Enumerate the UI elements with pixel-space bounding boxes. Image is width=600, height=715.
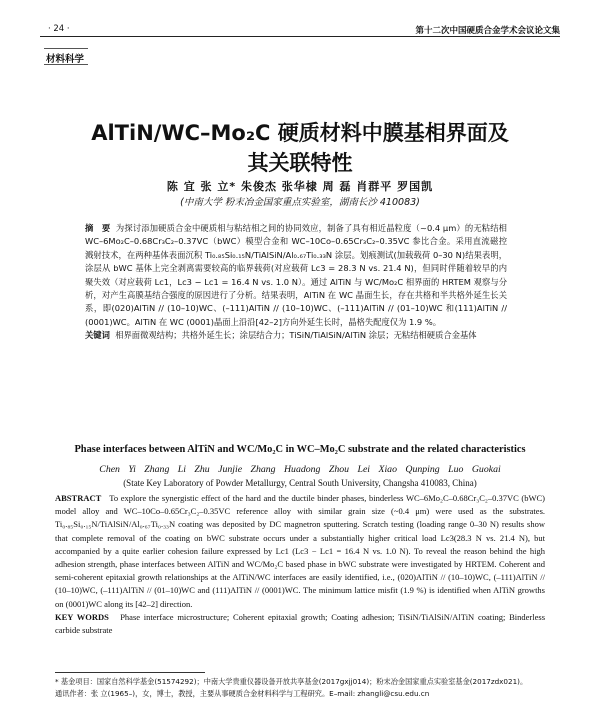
journal-title: 第十二次中国硬质合金学术会议论文集 [415, 26, 560, 36]
page-number: · 24 · [48, 24, 70, 34]
section-label: 材料科学 [46, 54, 85, 65]
section-rule-bottom [44, 64, 88, 65]
abstract-text-en: To explore the synergistic effect of the hard and the ductile binder phases, binderless WC–6Mo₂C–0.68Cr₃C₂–0.37VC (bWC) model alloy and WC–10Co–0.65Cr₃C₂–0.35VC reference alloy with similar grain size (~0.4 μm) were used as the substrates. Ti₀.₈₅Si₀.₁₅N/TiAlSiN/Al₀.₆₇Ti₀.₃₃N coating was deposited by DC magnetron sputtering. Scratch testing (loading range 0–30 N) results show that complete removal of the coating on bWC substrate occurs under a substantially higher critical load Lc3(28.3 N vs. 21.4 N), but accompanied by a quite earlier cohesion failure expressed by Lc1 (Lc3 − Lc1 = 16.4 N vs. 1.0 N). To reveal the reason behind the high adhesion strength, phase interfaces between AlTiN and WC/Mo₂C based phase in bWC substrate were investigated by HRTEM. Coherent and semi-coherent epitaxial growth relationships at the AlTiN/WC interfaces are easily identified, i.e., (020)AlTiN // (10–10)WC, (–111)AlTiN // (10–10)WC, (–111)AlTiN // (01–10)WC and (111)AlTiN // (0001)WC. The minimum lattice misfit (1.9 %) is identified when AlTiN growths on (0001)WC along its [42–2] direction. [55, 493, 546, 609]
title-english: Phase interfaces between AlTiN and WC/Mo₂C in WC–Mo₂C substrate and the related characteristics [74, 444, 526, 455]
abstract-label-cn: 摘 要 [85, 223, 111, 233]
title-chinese [0, 118, 600, 178]
keywords-text-cn: 相界面微观结构；共格外延生长；涂层结合力；TiSiN/TiAlSiN/AlTiN 涂层；无粘结相硬质合金基体 [115, 330, 477, 341]
footnote-author: 通讯作者：张 立(1965–)，女，博士，教授，主要从事硬质合金材料科学与工程研究。E–mail: zhangli@csu.edu.cn [55, 689, 430, 698]
footnote [55, 676, 555, 700]
running-header [40, 22, 560, 36]
section-label-box [42, 42, 88, 72]
footnote-rule [55, 672, 205, 673]
keywords-label-en: KEY WORDS [55, 611, 109, 622]
abstract-english [55, 492, 545, 637]
authors-english: Chen Yi Zhang Li Zhu Junjie Zhang Huadong Zhou Lei Xiao Qunping Luo Guokai [99, 464, 501, 475]
abstract-text-cn: 为探讨添加硬质合金中硬质相与粘结相之间的协同效应，制备了具有相近晶粒度（~0.4 μm）的无粘结相 WC–6Mo₂C–0.68Cr₃C₂–0.37VC（bWC）模型合金和 WC–10Co–0.65Cr₃C₂–0.35VC 参比合金。采用直流磁控溅射技术，在两种基体表面沉积 Ti₀.₈₅Si₀.₁₅N/TiAlSiN/Al₀.₆₇Ti₀.₃₃N 涂层。划痕测试(加载载荷 0–30 N)结果表明，涂层从 bWC 基体上完全剥离需要较高的临界载荷(对应载荷 Lc3 = 28.3 N vs. 21.4 N)，但同时伴随着较早的内聚失效（对应载荷 Lc1，Lc3 − Lc1 = 16.4 N vs. 1.0 N）。通过 AlTiN 与 WC/Mo₂C 相界面的 HRTEM 观察与分析，对产生高膜基结合强度的原因进行了分析。结果表明，AlTiN 在 WC 晶面生长，存在共格和半共格外延生长关系，即(020)AlTiN // (10–10)WC、(–111)AlTiN // (10–10)WC、(–111)AlTiN // (01–10)WC 和(111)AlTiN // (0001)WC。AlTiN 在 WC (0001)晶面上沿沿[42–2]方向外延生长时，晶格失配度仅为 1.9 %。 [85, 223, 507, 327]
header-rule [40, 36, 560, 37]
title-chinese-line2: 其关联特性 [247, 151, 353, 175]
section-rule-top [44, 48, 88, 49]
authors-chinese: 陈 宜 张 立* 朱俊杰 张华棣 周 磊 肖群平 罗国凯 [166, 180, 434, 193]
affiliation-english: (State Key Laboratory of Powder Metallurgy, Central South University, Changsha 410083, China) [123, 478, 477, 488]
abstract-label-en: ABSTRACT [55, 493, 102, 503]
keywords-text-en: Phase interface microstructure; Coherent epitaxial growth; Coating adhesion; TiSiN/TiAlSiN/AlTiN coating; Binderless carbide substrate [55, 611, 546, 636]
footnote-funding: * 基金项目：国家自然科学基金(51574292)；中南大学贵重仪器设备开放共享基金(2017gxjj014)；粉末冶金国家重点实验室基金(2017zdx021)。 [55, 677, 528, 686]
title-chinese-line1: AlTiN/WC–Mo₂C 硬质材料中膜基相界面及 [91, 121, 509, 145]
keywords-label-cn: 关键词 [85, 330, 110, 341]
affiliation-chinese: (中南大学 粉末冶金国家重点实验室，湖南长沙 410083) [180, 197, 420, 208]
abstract-chinese [85, 222, 507, 343]
